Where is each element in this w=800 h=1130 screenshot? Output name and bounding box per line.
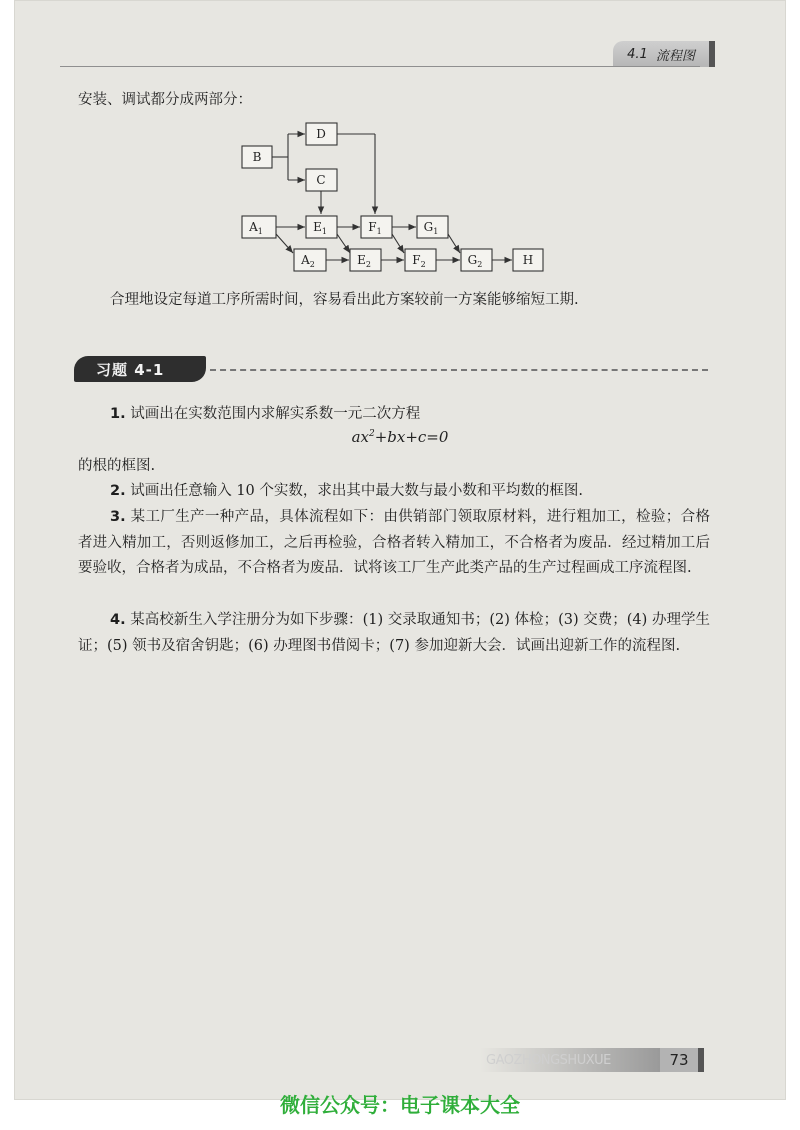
node-g1-label: $G_1$ [423,220,439,236]
banner-dashed-rule [210,369,708,371]
node-f2-label: $F_2$ [412,253,426,269]
quadratic-formula: $ax^2+bx+c=0$ [351,428,449,446]
node-h-label: H [522,253,534,267]
node-c-label: C [316,173,326,187]
section-number: 4.1 [627,46,648,62]
watermark-text: 微信公众号：电子课本大全 [280,1093,520,1117]
intro-text: 安装、调试都分成两部分： [78,92,252,108]
exercise-3: 3. 某工厂生产一种产品，具体流程如下：由供销部门领取原材料，进行粗加工，检验；合格者进入精加工，否则返修加工，之后再检验，合格者转入精加工，不合格者为废品．经过精加工后要验收，合格者为成品，不合格者为废品．试将该工厂生产此类产品的生产过程画成工序流程图. [78,509,711,576]
node-b-label: B [252,150,262,164]
conclusion-text: 合理地设定每道工序所需时间，容易看出此方案较前一方案能够缩短工期. [110,292,579,308]
page-number: 73 [660,1048,704,1072]
process-flow-diagram [0,0,800,290]
exercise-4: 4. 某高校新生入学注册分为如下步骤：(1) 交录取通知书；(2) 体检；(3) 交费；(4) 办理学生证；(5) 领书及宿舍钥匙；(6) 办理图书借阅卡；(7) 参加迎新大会．试画出迎新工作的流程图. [78,612,711,654]
node-d-label: D [316,127,326,141]
node-a1-label: $A_1$ [249,220,263,236]
node-e2-label: $E_2$ [357,253,371,269]
node-f1-label: $F_1$ [368,220,382,236]
node-g2-label: $G_2$ [467,253,483,269]
exercise-2: 2. 试画出任意输入 10 个实数，求出其中最大数与最小数和平均数的框图. [110,483,583,499]
node-a2-label: $A_2$ [301,253,315,269]
section-title: 流程图 [655,48,695,64]
footer-brand: GAOZHONGSHUXUE [480,1048,660,1072]
exercise-1: 1. 试画出在实数范围内求解实系数一元二次方程 [110,406,421,422]
exercise-banner: 习题 4-1 [74,356,206,382]
node-e1-label: $E_1$ [313,220,327,236]
exercise-1-continued: 的根的框图. [78,458,156,474]
